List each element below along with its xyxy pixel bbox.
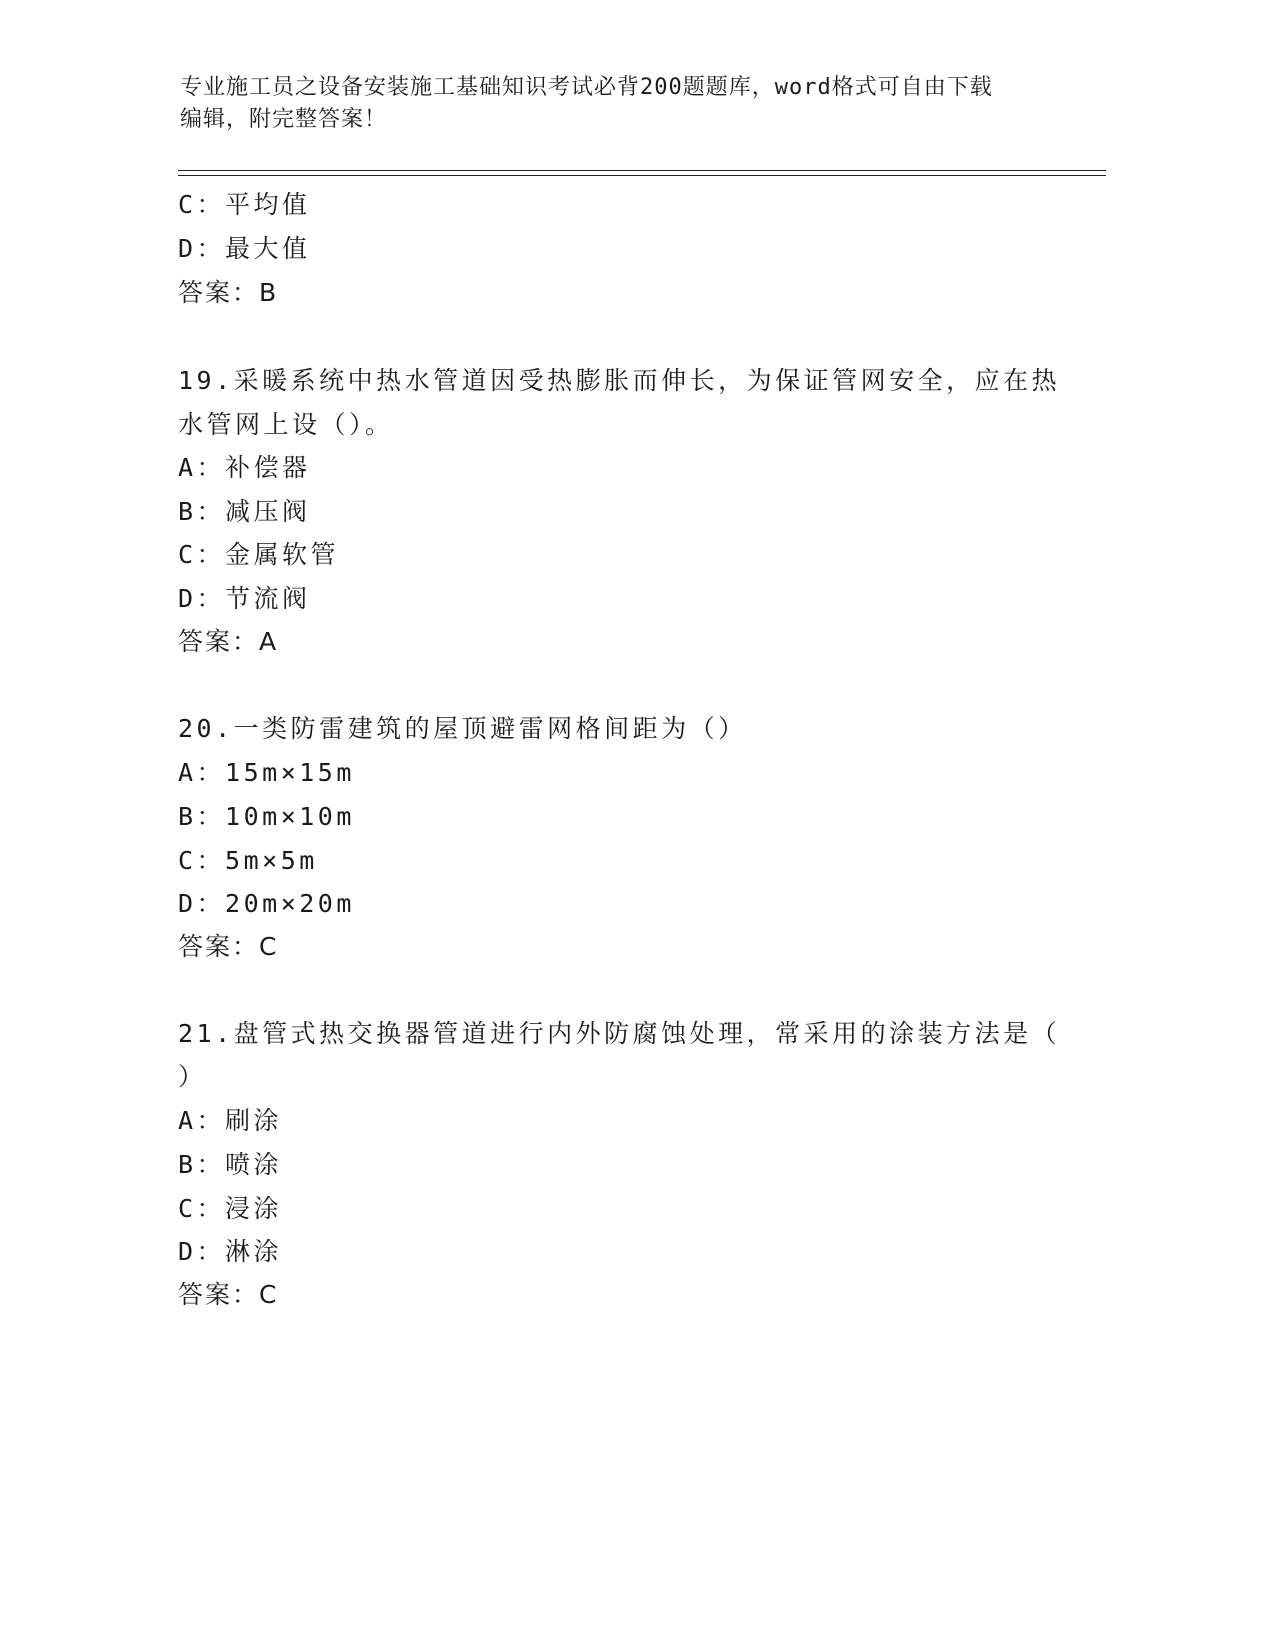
q21-answer: 答案：C — [178, 1280, 279, 1309]
header-divider-top — [178, 170, 1106, 171]
q20-option-a: A：15m×15m — [178, 758, 355, 787]
prev-option-c: C：平均值 — [178, 190, 311, 219]
q19-option-a: A：补偿器 — [178, 453, 311, 482]
q21-option-a: A：刷涂 — [178, 1106, 283, 1135]
header-divider-bottom — [178, 175, 1106, 176]
q19-option-b: B：减压阀 — [178, 497, 311, 526]
q19-stem-line-1: 19.采暖系统中热水管道因受热膨胀而伸长，为保证管网安全，应在热 — [178, 366, 1061, 395]
q20-option-b: B：10m×10m — [178, 802, 355, 831]
q21-stem-line-2: ） — [178, 1062, 207, 1091]
q20-answer: 答案：C — [178, 932, 279, 961]
header-title-line-1: 专业施工员之设备安装施工基础知识考试必背200题题库，word格式可自由下载 — [180, 75, 993, 100]
q21-option-d: D：淋涂 — [178, 1237, 283, 1266]
q20-stem-line-1: 20.一类防雷建筑的屋顶避雷网格间距为（） — [178, 714, 747, 743]
document-header — [180, 72, 1060, 136]
q21-stem-line-1: 21.盘管式热交换器管道进行内外防腐蚀处理，常采用的涂装方法是（ — [178, 1019, 1061, 1048]
header-title-line-2: 编辑，附完整答案！ — [180, 107, 388, 132]
q19-option-d: D：节流阀 — [178, 584, 311, 613]
q21-option-b: B：喷涂 — [178, 1150, 283, 1179]
prev-answer: 答案：B — [178, 278, 279, 307]
q21-option-c: C：浸涂 — [178, 1194, 283, 1223]
q20-option-d: D：20m×20m — [178, 889, 355, 918]
q19-option-c: C：金属软管 — [178, 540, 340, 569]
q20-option-c: C：5m×5m — [178, 846, 318, 875]
q19-answer: 答案：A — [178, 627, 279, 656]
prev-option-d: D：最大值 — [178, 234, 311, 263]
q19-stem-line-2: 水管网上设（）。 — [178, 410, 394, 439]
